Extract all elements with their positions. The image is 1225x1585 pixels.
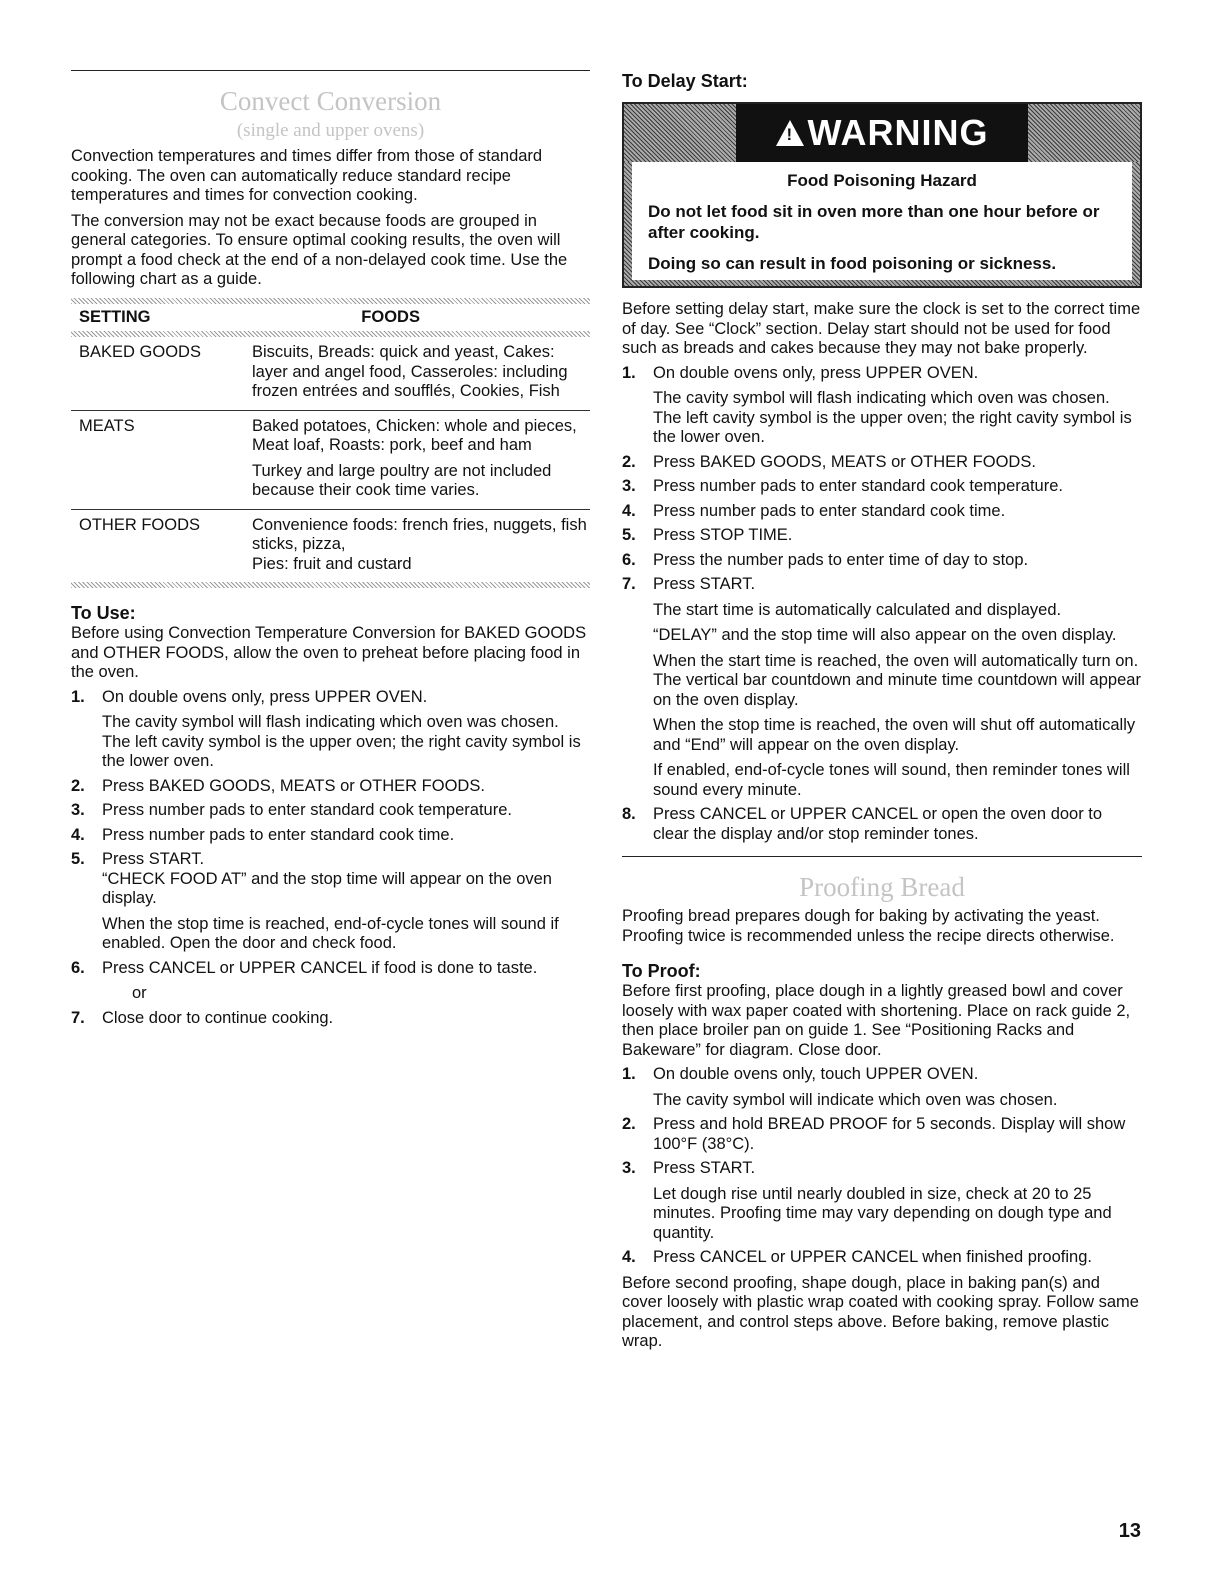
step-item [622,364,1142,448]
delay-intro: Before setting delay start, make sure the clock is set to the correct time of day. See “Clock” section. Delay start should not be used for food such as breads and cakes because they may not bake properly. [622,300,1141,357]
step-item [622,453,1142,473]
convect-conversion-subtitle: (single and upper ovens) [236,120,425,141]
step-text: On double ovens only, press UPPER OVEN. [653,363,979,382]
step-detail: “CHECK FOOD AT” and the stop time will appear on the oven display. [102,869,552,907]
foods-note: Pies: fruit and custard [252,554,412,573]
step-number: 4. [622,501,636,520]
warning-word: WARNING [807,112,989,153]
section-divider [622,856,1142,857]
foods-note: Turkey and large poultry are not included because their cook time varies. [252,461,552,499]
step-text: Press CANCEL or UPPER CANCEL or open the oven door to clear the display and/or stop reminder tones. [653,805,1103,843]
step-text: Press and hold BREAD PROOF for 5 seconds. Display will show 100°F (38°C). [653,1115,1126,1153]
step-item [622,1065,1142,1110]
proofing-bread-title: Proofing Bread [799,872,965,902]
step-text: Press START. [102,850,205,868]
step-number: 2. [622,1115,636,1133]
to-use-intro: Before using Convection Temperature Conversion for BAKED GOODS and OTHER FOODS, allow the oven to preheat before placing food in the oven. [71,624,587,681]
step-number: 1. [622,363,636,382]
step-number: 5. [622,526,636,544]
to-proof-heading: To Proof: [622,961,701,981]
step-detail: When the stop time is reached, end-of-cycle tones will sound if enabled. Open the door and check food. [102,914,559,952]
step-number: 7. [622,575,636,593]
proofing-intro: Proofing bread prepares dough for baking by activating the yeast. Proofing twice is recommended unless the recipe directs otherwise. [622,907,1115,945]
step-item [622,477,1142,497]
conversion-table-body [71,337,590,582]
step-item [622,1159,1142,1243]
step-number: 4. [622,1248,636,1266]
proof-steps [622,1065,1142,1268]
step-text: Press START. [653,575,756,593]
step-number: 1. [71,687,85,706]
step-detail: “DELAY” and the stop time will also appear on the oven display. [653,626,1117,644]
warning-box [622,102,1142,288]
step-number: 8. [622,805,636,823]
proofing-outro: Before second proofing, shape dough, place in baking pan(s) and cover loosely with plastic wrap coated with cooking spray. Follow same placement, and control steps above. Before baking, remove plastic wrap. [622,1273,1139,1350]
setting-cell: MEATS [71,410,244,509]
table-row [71,337,590,410]
warning-line-1: Do not let food sit in oven more than one hour before or after cooking. [648,202,1100,242]
step-number: 5. [71,850,85,868]
step-text: Press the number pads to enter time of day to stop. [653,550,1029,569]
step-number: 2. [622,452,636,471]
step-text: Press BAKED GOODS, MEATS or OTHER FOODS. [653,452,1036,471]
step-text: On double ovens only, touch UPPER OVEN. [653,1065,979,1083]
step-text: Press number pads to enter standard cook temperature. [653,477,1063,495]
setting-cell: OTHER FOODS [79,515,201,534]
left-column [71,70,590,1028]
warning-banner [624,104,1140,162]
step-detail: The cavity symbol will indicate which oven was chosen. [653,1090,1058,1109]
step-item [71,1009,590,1029]
step-number: 3. [71,801,85,819]
step-item [622,526,1142,546]
step-item [71,826,590,846]
delay-start-heading: To Delay Start: [622,71,748,91]
delay-steps [622,364,1142,845]
step-text: Press CANCEL or UPPER CANCEL if food is done to taste. [102,958,538,977]
step-number: 7. [71,1008,85,1027]
section-divider [71,70,590,71]
step-text: Press START. [653,1159,756,1177]
page-number: 13 [1118,1520,1141,1542]
step-number: 6. [622,550,636,569]
step-text: Press BAKED GOODS, MEATS or OTHER FOODS. [102,776,485,795]
step-detail: The cavity symbol will flash indicating which oven was chosen. The left cavity symbol is the upper oven; the right cavity symbol is the lower oven. [653,389,1132,446]
foods-text: Convenience foods: french fries, nuggets, fish sticks, pizza, [252,515,587,553]
convect-intro-1: Convection temperatures and times differ from those of standard cooking. The oven can automatically reduce standard recipe temperatures and times for convection cooking. [71,147,543,204]
foods-cell [244,509,590,582]
foods-text: Biscuits, Breads: quick and yeast, Cakes: layer and angel food, Casseroles: including frozen entrées and soufflés, Cookies, Fish [252,343,568,400]
step-detail: Let dough rise until nearly doubled in size, check at 20 to 25 minutes. Proofing time may vary depending on dough type and quantity. [653,1184,1112,1242]
step-detail: When the start time is reached, the oven will automatically turn on. The vertical bar countdown and minute time countdown will appear on the oven display. [653,651,1141,709]
step-item [71,777,590,797]
foods-text: Baked potatoes, Chicken: whole and pieces, Meat loaf, Roasts: pork, beef and ham [252,416,577,454]
step-number: 1. [622,1065,636,1083]
step-detail: The start time is automatically calculated and displayed. [653,600,1062,619]
right-column [622,70,1142,1352]
step-item [71,801,590,821]
foods-cell [244,410,590,509]
step-item [622,551,1142,571]
warning-line-2: Doing so can result in food poisoning or sickness. [648,254,1057,273]
step-detail: The cavity symbol will flash indicating which oven was chosen. The left cavity symbol is the upper oven; the right cavity symbol is the lower oven. [102,713,581,770]
step-item [622,1115,1142,1154]
step-number: 3. [622,1159,636,1177]
step-number: 3. [622,477,636,495]
table-row [71,410,590,509]
step-text: On double ovens only, press UPPER OVEN. [102,687,428,706]
table-header-setting: SETTING [79,307,151,326]
conversion-table [71,304,590,332]
to-use-steps [71,688,590,1029]
step-number: 6. [71,958,85,977]
convect-intro-2: The conversion may not be exact because foods are grouped in general categories. To ensure optimal cooking results, the oven will prompt a food check at the end of a non-delayed cook time. Use the following chart as a guide. [71,211,568,288]
table-row [71,509,590,582]
step-text: Press number pads to enter standard cook time. [102,825,455,844]
step-text: Press number pads to enter standard cook time. [653,501,1006,520]
table-header-foods: FOODS [361,307,420,326]
step-item [622,1248,1142,1268]
step-text: Press STOP TIME. [653,526,793,544]
step-text: Press number pads to enter standard cook temperature. [102,801,512,819]
step-number: 2. [71,776,85,795]
setting-cell: BAKED GOODS [71,337,244,410]
warning-body [624,162,1140,286]
step-item [71,959,590,1004]
step-text: Close door to continue cooking. [102,1008,334,1027]
step-text: Press CANCEL or UPPER CANCEL when finished proofing. [653,1248,1092,1266]
step-or: or [132,984,147,1002]
warning-triangle-icon: ! [776,120,804,146]
to-use-heading: To Use: [71,603,136,623]
proofing-intro-2: Before first proofing, place dough in a lightly greased bowl and cover loosely with wax paper coated with shortening. Place on rack guide 2, then place broiler pan on guide 1. See “Positioning Racks and Bakeware” for diagram. Close door. [622,982,1131,1059]
foods-cell [244,337,590,410]
warning-hazard: Food Poisoning Hazard [787,171,977,190]
step-number: 4. [71,825,85,844]
step-detail: If enabled, end-of-cycle tones will sound, then reminder tones will sound every minute. [653,761,1130,799]
step-item [622,502,1142,522]
step-item [622,575,1142,800]
convect-conversion-title: Convect Conversion [219,86,442,116]
step-detail: When the stop time is reached, the oven will shut off automatically and “End” will appear on the oven display. [653,716,1136,754]
step-item [622,805,1142,844]
step-item [71,850,590,954]
step-item [71,688,590,772]
